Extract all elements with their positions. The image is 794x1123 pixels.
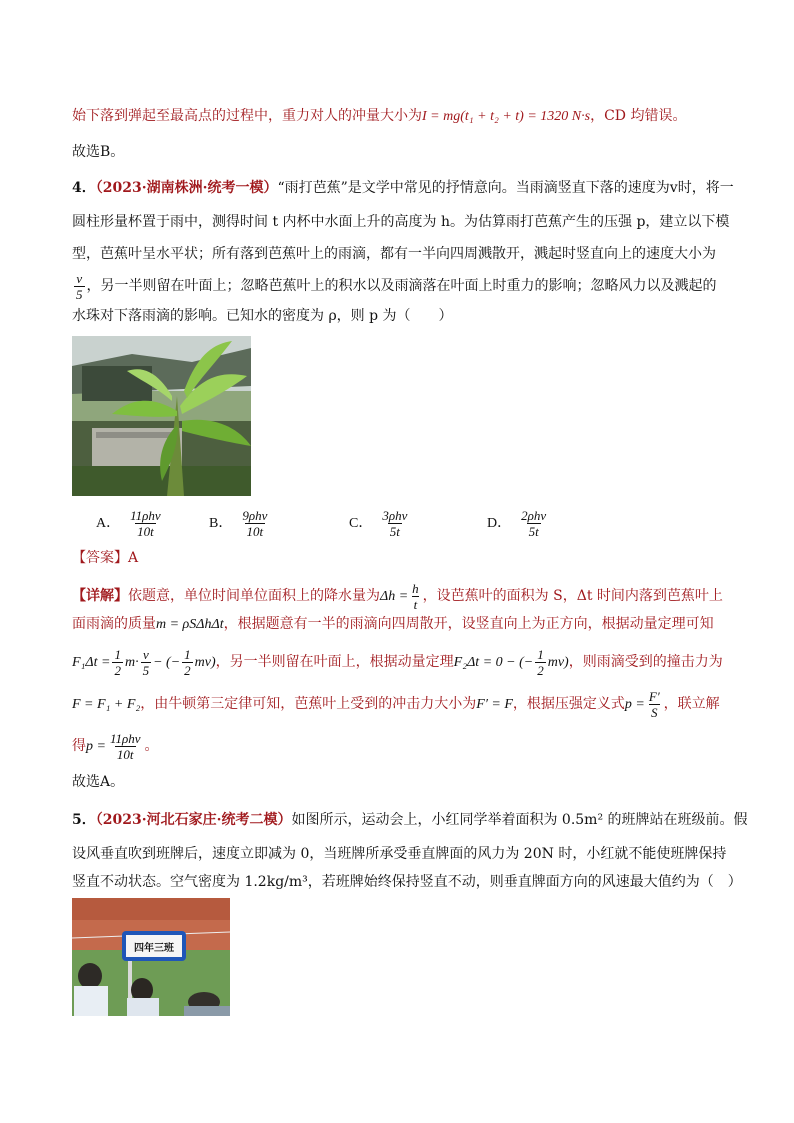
option-b[interactable] <box>209 508 271 539</box>
option-a-label: A． <box>96 515 121 531</box>
q4-detail-3: F₁Δt = $\frac{1}{2}$ m· $\frac{v}{5}$ − (− $\frac{1}{2}$ mv)，另一半则留在叶面上，根据动量定理F₂Δt = 0 − (− $\frac{1}{2}$ mv)，则雨滴受到的撞击力为 <box>72 646 723 678</box>
prev-solution-line <box>72 106 686 127</box>
option-c-label: C． <box>349 515 373 531</box>
option-c-frac: $\frac{\text{3ρhv}}{5t}$ <box>382 508 408 539</box>
option-d[interactable] <box>487 508 550 539</box>
q4-choose: 故选A。 <box>72 774 125 790</box>
d3-frac2: $\frac{v}{5}$ <box>142 646 150 678</box>
prev-text-end: ，CD 均错误。 <box>590 108 687 124</box>
q5-line-3: 竖直不动状态。空气密度为 1.2kg/m³，若班牌始终保持竖直不动，则垂直牌面方向的风速最大值约为（ ） <box>72 874 742 890</box>
detail-tag: 【详解】 <box>72 588 128 604</box>
sign-label: 四年三班 <box>134 943 174 954</box>
d3-frac4: $\frac{1}{2}$ <box>537 646 544 678</box>
q5-text-1: 如图所示，运动会上，小红同学举着面积为 0.5m² 的班牌站在班级前。假 <box>291 812 748 828</box>
option-c[interactable] <box>349 508 411 539</box>
d1-frac: $\frac{h}{t}$ <box>412 580 419 612</box>
q4-text-4: ，另一半则留在叶面上；忽略芭蕉叶上的积水以及雨滴落在叶面上时重力的影响；忽略风力以及溅起的 <box>86 278 717 294</box>
option-b-frac: $\frac{\text{9ρhv}}{10t}$ <box>242 508 268 539</box>
option-d-label: D． <box>487 515 512 531</box>
d3-frac3: $\frac{1}{2}$ <box>184 646 191 678</box>
q4-line-3: 型，芭蕉叶呈水平状；所有落到芭蕉叶上的雨滴，都有一半向四周溅散开，溅起时竖直向上的速度大小为 <box>72 246 716 262</box>
banana-leaf-image <box>72 336 251 496</box>
q4-detail-2: 面雨滴的质量m = ρSΔhΔt，根据题意有一半的雨滴向四周散开，设竖直向上为正方向，根据动量定理可知 <box>72 616 714 632</box>
q4-line-4 <box>72 264 717 308</box>
option-b-label: B． <box>209 515 233 531</box>
q4-frac-v5: $\frac{v}{5}$ <box>76 270 83 302</box>
q5-number: 5． <box>72 812 96 828</box>
q5-line-2: 设风垂直吹到班牌后，速度立即减为 0，当班牌所承受垂直牌面的风力为 20N 时，小红就不能使班牌保持 <box>72 846 727 862</box>
prev-answer: 故选B。 <box>72 144 125 160</box>
q4-text-1: “雨打芭蕉”是文学中常见的抒情意向。当雨滴竖直下落的速度为v时，将一 <box>277 180 734 196</box>
class-sign-photo <box>72 898 230 1016</box>
q4-source: （2023·湖南株洲·统考一模） <box>95 180 278 196</box>
option-a[interactable] <box>96 508 165 539</box>
q4-answer <box>72 548 138 568</box>
q4-line-5: 水珠对下落雨滴的影响。已知水的密度为 ρ，则 p 为（ ） <box>72 308 453 324</box>
q4-detail-5: 得p = $\frac{\text{11ρhv}}{10t}$ 。 <box>72 730 159 762</box>
class-sign-image <box>72 898 230 1016</box>
q4-detail-1: 【详解】依题意，单位时间单位面积上的降水量为Δh = $\frac{h}{t}$ ，设芭蕉叶的面积为 S，Δt 时间内落到芭蕉叶上 <box>72 580 723 612</box>
option-a-frac: $\frac{\text{11ρhv}}{10t}$ <box>130 508 161 539</box>
answer-tag: 【答案】 <box>72 550 128 566</box>
d3-frac1: $\frac{1}{2}$ <box>114 646 121 678</box>
impulse-formula: I = mg(t₁ + t₂ + t) = 1320 N·s <box>422 109 591 124</box>
q4-detail-4: F = F₁ + F₂，由牛顿第三定律可知，芭蕉叶上受到的冲击力大小为F′ = F，根据压强定义式p = $\frac{F'}{S}$ ，联立解 <box>72 688 720 720</box>
q5-source: （2023·河北石家庄·统考二模） <box>95 812 292 828</box>
q5-line-1 <box>72 810 748 830</box>
answer-value: A <box>128 550 139 566</box>
option-d-frac: $\frac{\text{2ρhv}}{5t}$ <box>521 508 547 539</box>
banana-leaf-photo <box>72 336 251 496</box>
q4-line-1 <box>72 178 734 198</box>
d5-frac: $\frac{\text{11ρhv}}{10t}$ <box>109 730 141 762</box>
prev-text: 始下落到弹起至最高点的过程中，重力对人的冲量大小为 <box>72 108 422 124</box>
q4-line-2: 圆柱形量杯置于雨中，测得时间 t 内杯中水面上升的高度为 h。为估算雨打芭蕉产生的压强 p，建立以下模 <box>72 214 730 230</box>
d4-frac: $\frac{F'}{S}$ <box>648 688 660 720</box>
q4-number: 4． <box>72 180 96 196</box>
